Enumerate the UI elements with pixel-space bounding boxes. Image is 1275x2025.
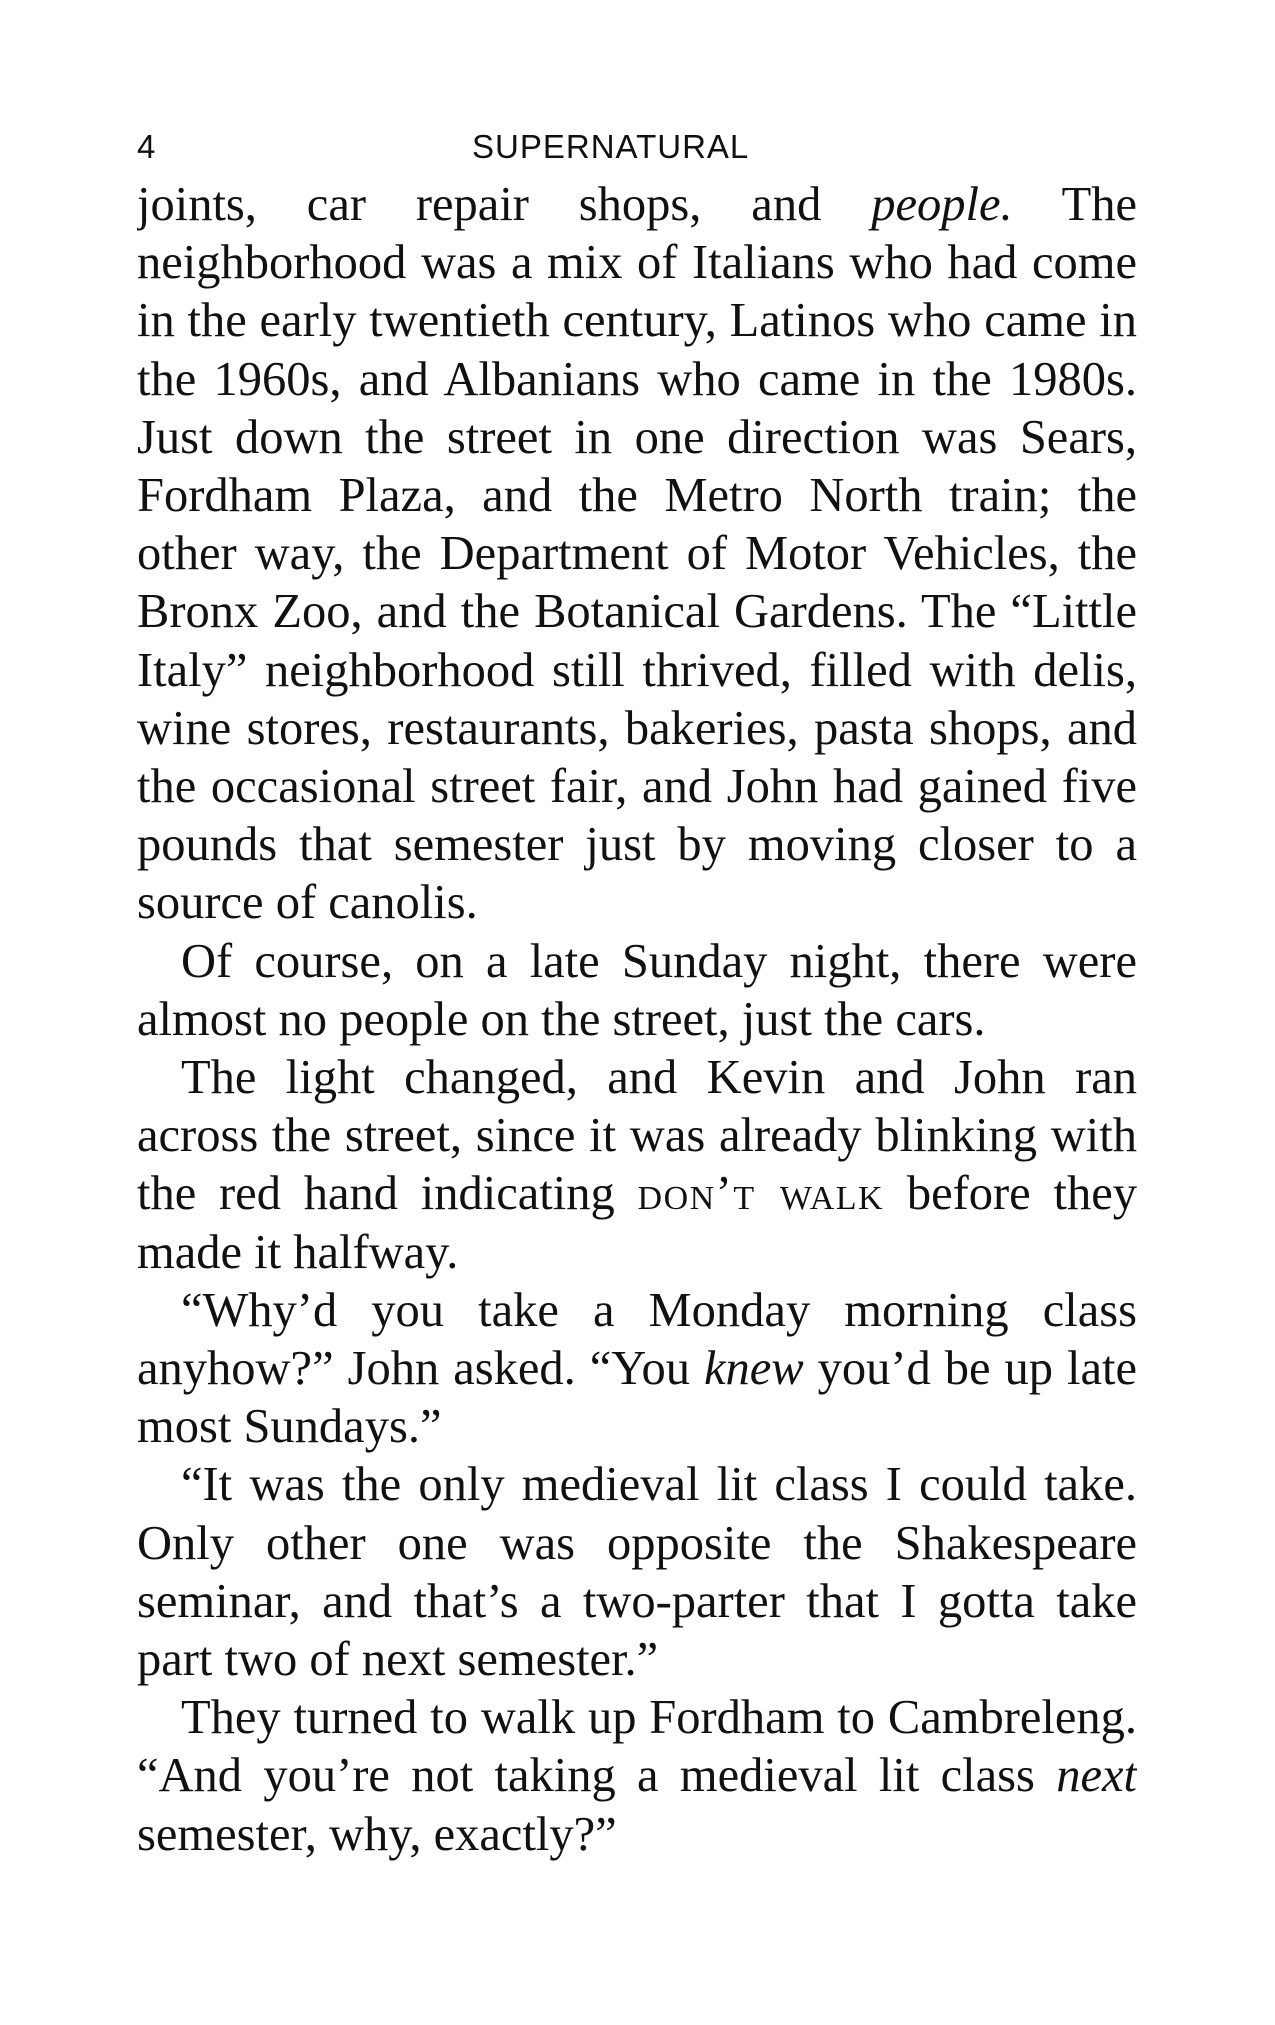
paragraph-text: joints, car repair shops, and (137, 178, 872, 231)
paragraph-text: Of course, on a late Sunday night, there were almost no people on the street, just the cars. (137, 934, 1137, 1046)
paragraph (137, 1282, 1137, 1457)
paragraph (137, 1049, 1137, 1282)
paragraph-text: They turned to walk up Fordham to Cambreleng. “And you’re not taking a medieval lit class (137, 1691, 1137, 1803)
paragraph-text: before they made it halfway. (137, 1167, 1137, 1279)
paragraph (137, 933, 1137, 1049)
paragraph (137, 1689, 1137, 1864)
paragraph-text: semester, why, exactly?” (137, 1807, 617, 1861)
book-page (137, 128, 1137, 1948)
italic-text: next (1056, 1749, 1137, 1803)
running-title: SUPERNATURAL (472, 128, 750, 165)
paragraph-text: The neighborhood was a mix of Italians who had come in the early twentieth century, Latinos who came in the 1960s, and Albanians who came in the 1980s. Just down the street in one direction was Sears, Fordham Plaza, and the Metro North train; the other way, the Department of Motor Vehicles, the Bronx Zoo, and the Botanical Gardens. The “Little Italy” neighborhood still thrived, filled with delis, wine stores, restaurants, bakeries, pasta shops, and the occasional street fair, and John had gained five pounds that semester just by moving closer to a source of canolis. (137, 178, 1137, 930)
paragraph (137, 176, 1137, 933)
page-number: 4 (137, 128, 156, 165)
paragraph (137, 1456, 1137, 1689)
paragraph-text: “Why’d you take a Monday morning class anyhow?” John asked. “You (137, 1283, 1137, 1396)
paragraph-text: “It was the only medieval lit class I could take. Only other one was opposite the Shakespeare seminar, and that’s a two-parter that I gotta take part two of next semester.” (137, 1458, 1137, 1687)
italic-text: people. (871, 178, 1013, 231)
small-caps-text: don’t walk (637, 1167, 885, 1221)
body-text (137, 176, 1137, 1864)
paragraph-text: The light changed, and Kevin and John ran across the street, since it was already blinking with the red hand indicating (137, 1051, 1137, 1221)
running-header (137, 128, 1137, 176)
italic-text: knew (703, 1342, 804, 1396)
paragraph-text: you’d be up late most Sundays.” (137, 1342, 1137, 1454)
